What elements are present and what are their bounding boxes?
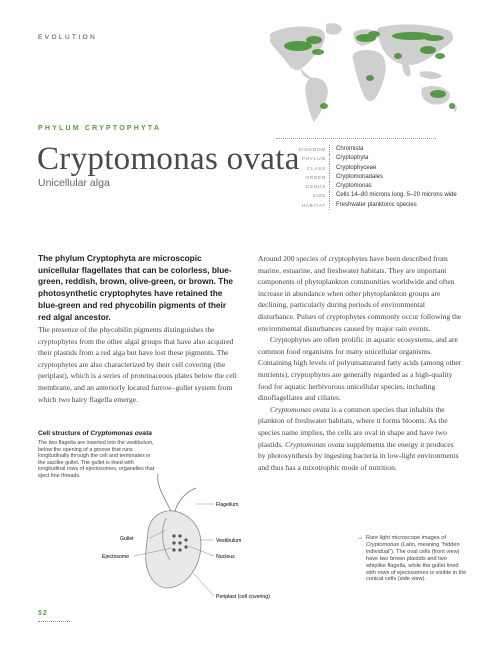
body-text: is a common species that inhabits the plankton of freshwater habitats, where it forms blooms. As the species name implies, the cells are oval in shape and have two plastids. — [258, 404, 448, 449]
taxonomy-key: PHYLUM — [302, 156, 326, 162]
taxonomy-row — [275, 173, 457, 182]
genus-name: Cryptomonas — [366, 541, 400, 548]
body-left-column — [38, 324, 248, 405]
caption-title — [38, 430, 152, 437]
label-vestibulum: Vestibulum — [216, 538, 242, 544]
label-nucleus: Nucleus — [216, 554, 235, 560]
taxonomy-row — [275, 182, 457, 191]
body-paragraph: Cryptophytes are often prolific in aquatic ecosystems, and are common food organisms for many unicellular organisms. Containing high levels of polyunsaturated fatty acids (among other nutrients), cryptophytes are generally regarded as a high-quality food for aquatic herbivorous unicellular species, including dinoflagellates and ciliates. — [258, 335, 462, 403]
page-title: Cryptomonas ovata — [37, 141, 300, 177]
taxonomy-key: KINGDOM — [298, 147, 326, 152]
taxonomy-key: GENUS — [305, 184, 326, 190]
caption-text: Rare light microscope images of — [366, 535, 446, 541]
page-subtitle: Unicellular alga — [38, 177, 110, 189]
taxonomy-row — [275, 154, 457, 163]
taxonomy-value: Chromista — [336, 146, 364, 152]
caption-title-text: Cell structure of — [38, 430, 91, 437]
caption-body: The two flagella are inserted into the vestibulum, below the opening of a groove that runs longitudinally through the cell and terminates in the saclike gullet. The gullet is lined with longitudinal rows of ejectosomes, organelles that eject fine threads. — [38, 440, 155, 479]
taxonomy-value: Cryptomonas — [336, 183, 372, 190]
body-text: supplements the energy it produces by photosynthesis by ingesting bacteria in low-light environments and thus has a mixotrophic mode of nutrition. — [258, 439, 459, 472]
divider — [276, 138, 436, 139]
page-number: 52 — [38, 610, 48, 617]
world-distribution-map — [262, 16, 462, 128]
taxonomy-key: CLASS — [306, 165, 326, 171]
body-paragraph — [258, 404, 463, 474]
phylum-heading: PHYLUM CRYPTOPHYTA — [38, 125, 162, 132]
caption-text: (Latin, meaning “hidden individual”). The oval cells (front view) have two brown plastids and two whiplike flagella, while the gullet lined with rows of ejectosomes is visible in the conical cells (side view). — [366, 541, 467, 583]
taxonomy-value: Cells 14–80 microns long, 5–20 microns wide — [336, 192, 457, 199]
taxonomy-row — [275, 201, 457, 210]
taxonomy-value: Cryptophyta — [336, 155, 369, 162]
lead-paragraph: The phylum Cryptophyta are microscopic unicellular flagellates that can be colorless, blue-green, reddish, brown, olive-green, or brown. The photosynthetic cryptophytes have retained the blue-green and red phycobilin pigments of their red algal ancestor. — [38, 253, 234, 322]
taxonomy-key: ORDER — [305, 174, 326, 180]
taxonomy-value: Cryptophyceae — [336, 164, 377, 171]
label-periplast: Periplast (cell covering) — [216, 594, 270, 600]
taxonomy-row — [275, 191, 457, 200]
species-name: Cryptomonas ovata — [90, 430, 152, 437]
section-tag: EVOLUTION — [38, 34, 98, 41]
divider — [38, 621, 70, 622]
cell-structure-illustration — [100, 470, 290, 605]
species-name: Cryptomonas ovata — [285, 439, 345, 449]
image-caption — [366, 535, 468, 583]
species-name: Cryptomonas ovata — [270, 404, 330, 414]
label-flagellum: Flagellum — [216, 502, 239, 508]
body-right-column — [258, 253, 463, 473]
taxonomy-row — [275, 145, 457, 154]
taxonomy-value: Cryptomonadales — [336, 173, 384, 180]
label-ejectosome: Ejectosome — [102, 554, 130, 560]
taxonomy-row — [275, 164, 457, 173]
body-paragraph: The presence of the phycobilin pigments distinguishes the cryptophytes from the other algal groups that have also acquired their plastids from a red alga but have lost these pigments. The cryptophytes are also characterized by their cell covering (the periplast), which is a series of proteinaceous plates below the cell membrane, and an anteriorly located furrow–gullet system from which two hairy flagella emerge. — [38, 325, 237, 404]
taxonomy-table — [275, 145, 457, 210]
taxonomy-value: Freshwater planktonic species — [336, 201, 417, 208]
taxonomy-key: SIZE — [312, 193, 326, 199]
taxonomy-key: HABITAT — [301, 202, 326, 208]
body-paragraph: Around 200 species of cryptophytes have been described from marine, estuarine, and freshwater habitats. They are important components of phytoplankton communities worldwide and often increase in abundance when other phytoplankton groups are declining, particularly during periods of environmental disturbance. Pulses of cryptophytes commonly occur following the environmental disturbances caused by major rain events. — [258, 254, 462, 333]
label-gullet: Gullet — [120, 536, 134, 542]
arrow-icon: → — [357, 535, 363, 541]
